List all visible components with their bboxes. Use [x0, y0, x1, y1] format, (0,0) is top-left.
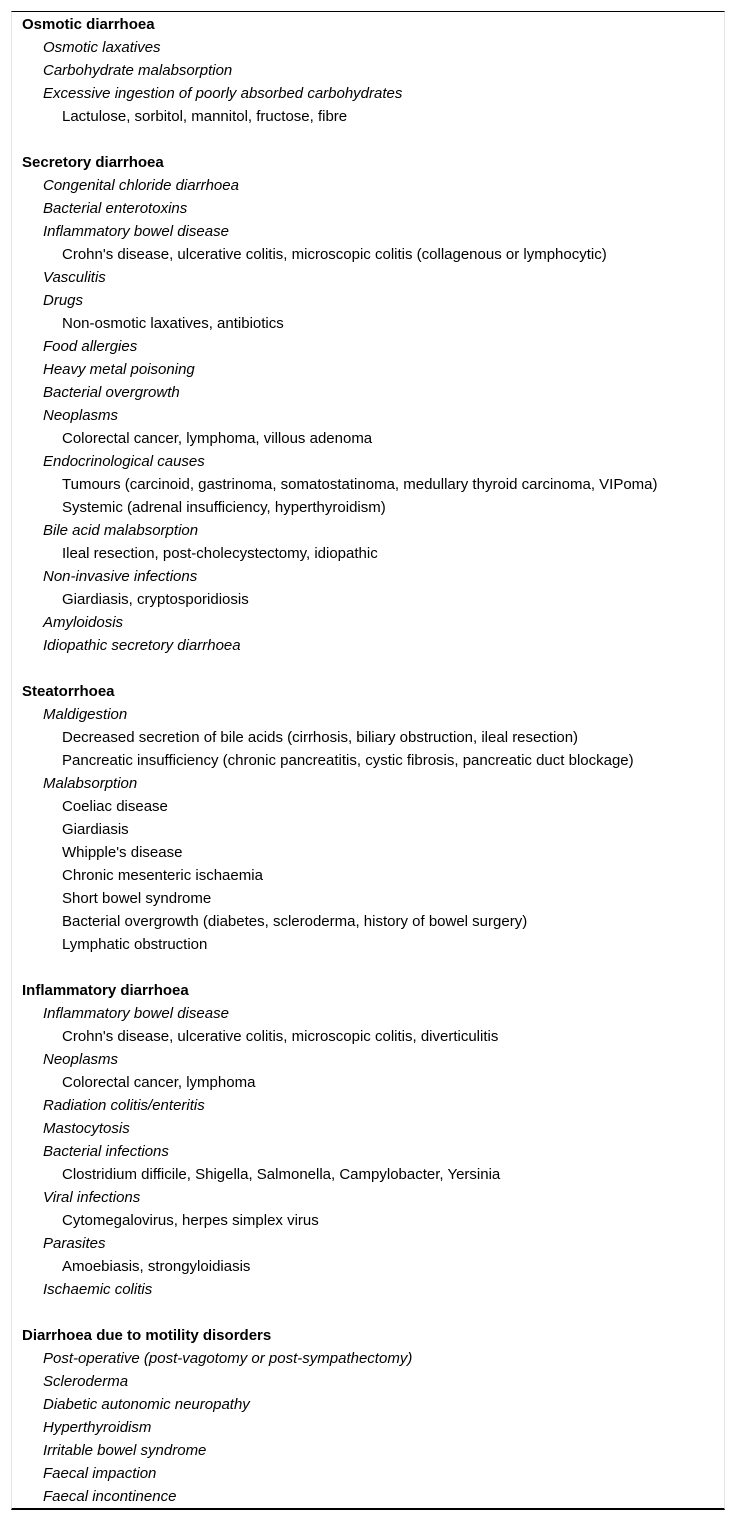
- detail-item: Lactulose, sorbitol, mannitol, fructose, fibre: [62, 108, 348, 125]
- category-item: Faecal impaction: [43, 1465, 157, 1482]
- category-item: Irritable bowel syndrome: [43, 1442, 207, 1459]
- category-item: Mastocytosis: [43, 1120, 130, 1137]
- section-heading: Steatorrhoea: [22, 683, 115, 700]
- category-item: Bacterial enterotoxins: [43, 200, 188, 217]
- category-item: Diabetic autonomic neuropathy: [43, 1396, 250, 1413]
- spacer-row: [12, 657, 724, 680]
- detail-item: Coeliac disease: [62, 798, 168, 815]
- detail-item: Clostridium difficile, Shigella, Salmonella, Campylobacter, Yersinia: [62, 1166, 501, 1183]
- detail-item: Tumours (carcinoid, gastrinoma, somatostatinoma, medullary thyroid carcinoma, VIPoma): [62, 476, 658, 493]
- detail-item: Lymphatic obstruction: [62, 936, 208, 953]
- spacer-row: [12, 956, 724, 979]
- category-item: Endocrinological causes: [43, 453, 205, 470]
- section-heading: Inflammatory diarrhoea: [22, 982, 189, 999]
- section-heading: Secretory diarrhoea: [22, 154, 164, 171]
- diarrhoea-causes-table: [11, 11, 725, 1510]
- detail-item: Pancreatic insufficiency (chronic pancreatitis, cystic fibrosis, pancreatic duct blockage): [62, 752, 634, 769]
- category-item: Neoplasms: [43, 407, 119, 424]
- category-item: Inflammatory bowel disease: [43, 1005, 229, 1022]
- detail-item: Crohn's disease, ulcerative colitis, microscopic colitis (collagenous or lymphocytic): [62, 246, 607, 263]
- detail-item: Giardiasis: [62, 821, 129, 838]
- detail-item: Bacterial overgrowth (diabetes, scleroderma, history of bowel surgery): [62, 913, 528, 930]
- category-item: Malabsorption: [43, 775, 138, 792]
- detail-item: Systemic (adrenal insufficiency, hyperthyroidism): [62, 499, 386, 516]
- category-item: Neoplasms: [43, 1051, 119, 1068]
- category-item: Amyloidosis: [43, 614, 124, 631]
- detail-item: Cytomegalovirus, herpes simplex virus: [62, 1212, 319, 1229]
- category-item: Drugs: [43, 292, 84, 309]
- category-item: Osmotic laxatives: [43, 39, 161, 56]
- category-item: Bacterial infections: [43, 1143, 169, 1160]
- category-item: Bile acid malabsorption: [43, 522, 199, 539]
- category-item: Bacterial overgrowth: [43, 384, 180, 401]
- category-item: Faecal incontinence: [43, 1488, 177, 1505]
- detail-item: Short bowel syndrome: [62, 890, 212, 907]
- section-heading: Diarrhoea due to motility disorders: [22, 1327, 272, 1344]
- spacer-row: [12, 128, 724, 151]
- category-item: Vasculitis: [43, 269, 106, 286]
- category-item: Non-invasive infections: [43, 568, 198, 585]
- category-item: Food allergies: [43, 338, 138, 355]
- category-item: Carbohydrate malabsorption: [43, 62, 233, 79]
- category-item: Inflammatory bowel disease: [43, 223, 229, 240]
- category-item: Parasites: [43, 1235, 106, 1252]
- detail-item: Ileal resection, post-cholecystectomy, idiopathic: [62, 545, 378, 562]
- section-heading: Osmotic diarrhoea: [22, 16, 155, 33]
- category-item: Congenital chloride diarrhoea: [43, 177, 239, 194]
- category-item: Radiation colitis/enteritis: [43, 1097, 205, 1114]
- category-item: Hyperthyroidism: [43, 1419, 152, 1436]
- category-item: Maldigestion: [43, 706, 128, 723]
- category-item: Scleroderma: [43, 1373, 129, 1390]
- detail-item: Colorectal cancer, lymphoma, villous adenoma: [62, 430, 373, 447]
- category-item: Idiopathic secretory diarrhoea: [43, 637, 241, 654]
- category-item: Excessive ingestion of poorly absorbed carbohydrates: [43, 85, 403, 102]
- detail-item: Decreased secretion of bile acids (cirrhosis, biliary obstruction, ileal resection): [62, 729, 579, 746]
- detail-item: Colorectal cancer, lymphoma: [62, 1074, 256, 1091]
- spacer-row: [12, 1301, 724, 1324]
- category-item: Viral infections: [43, 1189, 141, 1206]
- category-item: Heavy metal poisoning: [43, 361, 195, 378]
- detail-item: Chronic mesenteric ischaemia: [62, 867, 263, 884]
- detail-item: Amoebiasis, strongyloidiasis: [62, 1258, 251, 1275]
- category-item: Ischaemic colitis: [43, 1281, 153, 1298]
- detail-item: Non-osmotic laxatives, antibiotics: [62, 315, 284, 332]
- detail-item: Whipple's disease: [62, 844, 183, 861]
- detail-item: Giardiasis, cryptosporidiosis: [62, 591, 249, 608]
- detail-item: Crohn's disease, ulcerative colitis, microscopic colitis, diverticulitis: [62, 1028, 499, 1045]
- category-item: Post-operative (post-vagotomy or post-sympathectomy): [43, 1350, 413, 1367]
